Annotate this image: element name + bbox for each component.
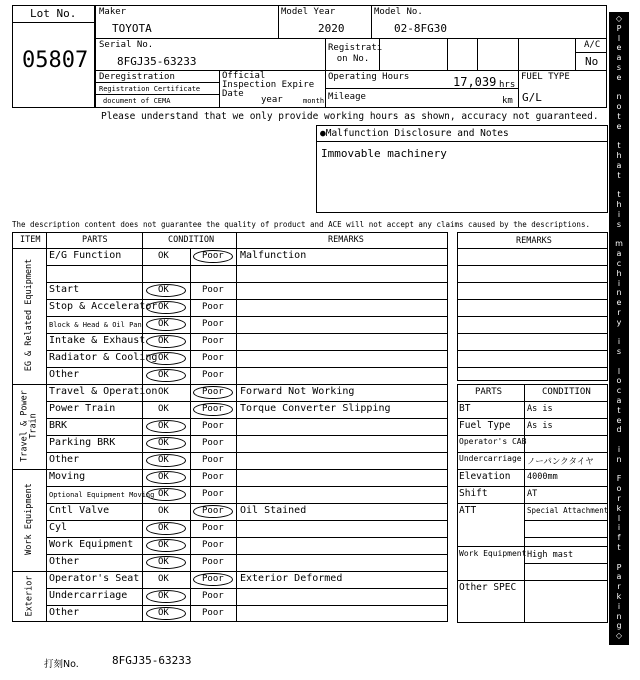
parts-row-condition: 4000mm xyxy=(527,472,558,482)
sidebar-text xyxy=(609,12,629,641)
stamp-label: 打刻No. xyxy=(44,659,79,670)
sidebar-char: d xyxy=(616,425,622,435)
sidebar-char: P xyxy=(616,562,622,572)
right-remarks-row xyxy=(457,265,608,266)
condition-poor[interactable]: Poor xyxy=(202,404,224,414)
right-remarks-row xyxy=(457,350,608,351)
remark-text: Malfunction xyxy=(240,250,307,261)
parts-row-divider xyxy=(457,503,608,504)
sidebar-char xyxy=(609,230,629,240)
right-remarks-header: REMARKS xyxy=(516,236,552,246)
fuel-type-label: FUEL TYPE xyxy=(521,72,570,82)
sidebar-char: n xyxy=(616,92,622,102)
parts-row-condition: As is xyxy=(527,404,553,414)
condition-ok[interactable]: OK xyxy=(158,251,169,261)
part-name: Moving xyxy=(49,471,86,482)
sidebar-char xyxy=(609,181,629,191)
condition-poor[interactable]: Poor xyxy=(202,421,224,431)
selected-poor-circle xyxy=(193,386,233,399)
parts-row-divider xyxy=(457,401,608,402)
parts-row-divider xyxy=(457,435,608,436)
sidebar-char: k xyxy=(616,503,622,513)
condition-ok[interactable]: OK xyxy=(158,557,169,567)
parts-row-label: Elevation xyxy=(459,471,511,482)
condition-ok[interactable]: OK xyxy=(158,608,169,618)
parts-row-divider xyxy=(457,452,608,453)
part-name: Optional Equipment Moving xyxy=(49,491,155,499)
model-no-label: Model No. xyxy=(374,7,423,17)
table-row xyxy=(46,265,448,282)
lot-number: 05807 xyxy=(22,48,89,73)
sidebar-char: t xyxy=(617,405,621,415)
sidebar-char: ◇ xyxy=(615,631,623,641)
group-label: Exterior xyxy=(24,575,34,616)
selected-ok-circle xyxy=(146,454,186,467)
parts-row-label: Operator's CAB xyxy=(459,437,527,446)
sidebar-char: i xyxy=(617,278,621,288)
parts-row-divider xyxy=(457,418,608,419)
sidebar-char xyxy=(609,328,629,338)
sidebar-char: o xyxy=(616,102,622,112)
sidebar-char: ◇ xyxy=(615,14,623,23)
parts-row-divider xyxy=(457,486,608,487)
header-remarks: REMARKS xyxy=(328,235,364,245)
sidebar-char: n xyxy=(616,454,622,464)
maker-label: Maker xyxy=(99,7,127,17)
right-remarks-row xyxy=(457,333,608,334)
table-row xyxy=(46,605,448,622)
parts-row-label: Other SPEC xyxy=(459,582,517,593)
sidebar-char: i xyxy=(617,445,621,455)
selected-ok-circle xyxy=(146,590,186,603)
selected-ok-circle xyxy=(146,420,186,433)
part-name: Operator's Seat xyxy=(49,573,140,584)
registration-label: Registrati on No. xyxy=(328,43,383,64)
sidebar-char: e xyxy=(616,72,622,82)
selected-poor-circle xyxy=(193,403,233,416)
sidebar-char: y xyxy=(616,317,622,327)
condition-ok[interactable]: OK xyxy=(158,302,169,312)
sidebar-char: i xyxy=(617,337,621,347)
sidebar-char xyxy=(609,357,629,367)
sidebar-char: f xyxy=(617,533,621,543)
selected-ok-circle xyxy=(146,471,186,484)
sidebar-char: l xyxy=(617,366,621,376)
selected-ok-circle xyxy=(146,369,186,382)
location-sidebar xyxy=(609,12,629,645)
model-year-value: 2020 xyxy=(318,22,345,35)
part-name: Block & Head & Oil Pan xyxy=(49,321,142,329)
part-name: E/G Function xyxy=(49,250,122,261)
selected-ok-circle xyxy=(146,318,186,331)
table-row xyxy=(46,554,448,571)
part-name: Travel & Operation xyxy=(49,386,158,397)
sidebar-char: m xyxy=(615,239,623,249)
sidebar-char xyxy=(609,553,629,563)
sidebar-char: e xyxy=(616,121,622,131)
condition-ok[interactable]: OK xyxy=(158,285,169,295)
sidebar-char: r xyxy=(617,307,621,317)
condition-ok[interactable]: OK xyxy=(158,455,169,465)
condition-ok[interactable]: OK xyxy=(158,506,169,516)
right-remarks-row xyxy=(457,316,608,317)
condition-poor[interactable]: Poor xyxy=(202,557,224,567)
condition-poor[interactable]: Poor xyxy=(202,438,224,448)
operating-hours-label: Operating Hours xyxy=(328,72,410,82)
part-name: Cyl xyxy=(49,522,68,533)
sidebar-char xyxy=(609,435,629,445)
ac-value: No xyxy=(585,55,599,68)
condition-ok[interactable]: OK xyxy=(158,438,169,448)
sidebar-char: e xyxy=(616,415,622,425)
sidebar-char: t xyxy=(617,543,621,553)
selected-poor-circle xyxy=(193,573,233,586)
part-name: Other xyxy=(49,369,80,380)
condition-poor[interactable]: Poor xyxy=(202,370,224,380)
selected-ok-circle xyxy=(146,352,186,365)
parts-row-label: Undercarriage xyxy=(459,454,522,463)
selected-ok-circle xyxy=(146,522,186,535)
sidebar-char: g xyxy=(616,621,622,631)
att-subline xyxy=(524,537,608,538)
sidebar-char: r xyxy=(617,582,621,592)
part-name: Work Equipment xyxy=(49,539,134,550)
sidebar-char: n xyxy=(616,288,622,298)
parts-row-condition: ノーパンクタイヤ xyxy=(527,457,594,467)
selected-ok-circle xyxy=(146,335,186,348)
sidebar-char: r xyxy=(617,494,621,504)
condition-poor[interactable]: Poor xyxy=(202,251,224,261)
condition-poor[interactable]: Poor xyxy=(202,387,224,397)
condition-poor[interactable]: Poor xyxy=(202,455,224,465)
right-remarks-row xyxy=(457,367,608,368)
serial-no-label: Serial No. xyxy=(99,40,154,50)
parts-row-condition: AT xyxy=(527,489,538,499)
parts-row-condition: As is xyxy=(527,421,553,431)
condition-poor[interactable]: Poor xyxy=(202,319,224,329)
remark-text: Exterior Deformed xyxy=(240,573,343,584)
part-name: Power Train xyxy=(49,403,116,414)
sidebar-char: o xyxy=(616,376,622,386)
parts-row-label: BT xyxy=(459,403,471,414)
sidebar-char: s xyxy=(616,62,622,72)
sidebar-char: t xyxy=(617,111,621,121)
part-name: Cntl Valve xyxy=(49,505,110,516)
condition-ok[interactable]: OK xyxy=(158,574,169,584)
sidebar-char: i xyxy=(617,601,621,611)
mileage-label: Mileage xyxy=(328,92,366,102)
condition-ok[interactable]: OK xyxy=(158,336,169,346)
condition-ok[interactable]: OK xyxy=(158,489,169,499)
sidebar-char: n xyxy=(616,611,622,621)
header-condition: CONDITION xyxy=(168,235,215,245)
maker-value: TOYOTA xyxy=(112,22,152,35)
sidebar-char: l xyxy=(617,513,621,523)
inspection-label: Official Inspection Expire Date xyxy=(222,71,315,99)
km-label: km xyxy=(502,96,513,106)
deregistration-label: Deregistration xyxy=(99,72,175,82)
stamp-value: 8FGJ35-63233 xyxy=(112,654,192,667)
condition-ok[interactable]: OK xyxy=(158,472,169,482)
condition-ok[interactable]: OK xyxy=(158,404,169,414)
selected-ok-circle xyxy=(146,301,186,314)
right-remarks-row xyxy=(457,248,608,249)
condition-poor[interactable]: Poor xyxy=(202,523,224,533)
operating-hours-value: 17,039 xyxy=(453,75,497,89)
condition-ok[interactable]: OK xyxy=(158,370,169,380)
selected-ok-circle xyxy=(146,539,186,552)
part-name: BRK xyxy=(49,420,68,431)
group-label: EG & Related Equipment xyxy=(24,258,34,372)
header-parts: PARTS xyxy=(82,235,108,245)
sidebar-char xyxy=(609,465,629,475)
right-remarks-row xyxy=(457,299,608,300)
condition-ok[interactable]: OK xyxy=(158,319,169,329)
condition-ok[interactable]: OK xyxy=(158,387,169,397)
ac-label: A/C xyxy=(584,40,601,50)
condition-poor[interactable]: Poor xyxy=(202,608,224,618)
disclaimer: The description content does not guarantee the quality of product and ACE will not accept any claims caused by the descriptions. xyxy=(12,220,590,229)
sidebar-char: o xyxy=(616,484,622,494)
sidebar-char: e xyxy=(616,298,622,308)
table-row xyxy=(46,469,448,486)
sidebar-char: s xyxy=(616,347,622,357)
right-remarks-row xyxy=(457,282,608,283)
registration-certificate-label: Registration Certificate xyxy=(99,85,201,93)
condition-poor[interactable]: Poor xyxy=(202,353,224,363)
table-row xyxy=(46,367,448,384)
remark-text: Forward Not Working xyxy=(240,386,355,397)
selected-poor-circle xyxy=(193,505,233,518)
condition-poor[interactable]: Poor xyxy=(202,506,224,516)
group-label: Travel & Power Train xyxy=(19,389,38,462)
condition-poor[interactable]: Poor xyxy=(202,540,224,550)
table-row xyxy=(46,418,448,435)
selected-ok-circle xyxy=(146,556,186,569)
parts-row-condition: High mast xyxy=(527,550,574,560)
malfunction-title: ●Malfunction Disclosure and Notes xyxy=(320,128,509,139)
selected-ok-circle xyxy=(146,488,186,501)
fuel-type-value: G/L xyxy=(522,91,542,104)
serial-no-value: 8FGJ35-63233 xyxy=(117,55,197,68)
part-name: Other xyxy=(49,556,80,567)
remark-text: Torque Converter Slipping xyxy=(240,403,391,414)
sidebar-char xyxy=(609,83,629,93)
condition-header: CONDITION xyxy=(542,387,591,397)
cema-document-label: document of CEMA xyxy=(103,97,171,105)
condition-poor[interactable]: Poor xyxy=(202,489,224,499)
part-name: Intake & Exhaust xyxy=(49,335,146,346)
table-row xyxy=(46,282,448,299)
condition-ok[interactable]: OK xyxy=(158,421,169,431)
parts-header: PARTS xyxy=(475,387,503,397)
selected-ok-circle xyxy=(146,437,186,450)
condition-ok[interactable]: OK xyxy=(158,523,169,533)
sidebar-char: a xyxy=(616,160,622,170)
sidebar-char: h xyxy=(616,151,622,161)
parts-row-label: Shift xyxy=(459,488,488,499)
condition-poor[interactable]: Poor xyxy=(202,285,224,295)
sidebar-char: t xyxy=(617,170,621,180)
lot-no-label: Lot No. xyxy=(30,7,77,20)
sidebar-char: e xyxy=(616,43,622,53)
sidebar-char: l xyxy=(617,33,621,43)
sidebar-char: a xyxy=(616,396,622,406)
condition-ok[interactable]: OK xyxy=(158,591,169,601)
part-name: Start xyxy=(49,284,80,295)
sidebar-char: k xyxy=(616,592,622,602)
parts-row-divider xyxy=(457,580,608,581)
sidebar-char: i xyxy=(617,209,621,219)
group-label: Work Equipment xyxy=(24,483,34,555)
sidebar-char xyxy=(609,132,629,142)
hours-notice: Please understand that we only provide working hours as shown, accuracy not guaranteed. xyxy=(101,111,599,122)
condition-ok[interactable]: OK xyxy=(158,540,169,550)
remark-text: Oil Stained xyxy=(240,505,307,516)
right-remarks-frame xyxy=(457,232,608,381)
parts-row-label: Fuel Type xyxy=(459,420,511,431)
sidebar-char: h xyxy=(616,200,622,210)
work-subline xyxy=(524,563,608,564)
selected-poor-circle xyxy=(193,250,233,263)
condition-poor[interactable]: Poor xyxy=(202,336,224,346)
sidebar-char: a xyxy=(616,249,622,259)
part-name: Other xyxy=(49,607,80,618)
part-name: Other xyxy=(49,454,80,465)
part-name: Stop & Accelerator xyxy=(49,301,158,312)
condition-ok[interactable]: OK xyxy=(158,353,169,363)
model-year-label: Model Year xyxy=(281,7,336,17)
sidebar-char: a xyxy=(616,53,622,63)
part-name: Radiator & Cooling xyxy=(49,352,158,363)
condition-poor[interactable]: Poor xyxy=(202,591,224,601)
sidebar-char: h xyxy=(616,268,622,278)
table-row xyxy=(46,452,448,469)
condition-poor[interactable]: Poor xyxy=(202,574,224,584)
sidebar-char: a xyxy=(616,572,622,582)
condition-poor[interactable]: Poor xyxy=(202,472,224,482)
sidebar-char: P xyxy=(616,23,622,33)
sidebar-char: c xyxy=(616,386,622,396)
part-name: Parking BRK xyxy=(49,437,116,448)
sidebar-char: c xyxy=(616,258,622,268)
att-subline xyxy=(524,520,608,521)
parts-row-divider xyxy=(457,469,608,470)
table-row xyxy=(46,520,448,537)
hrs-label: hrs xyxy=(499,80,516,90)
month-label: month xyxy=(303,97,325,105)
year-label: year xyxy=(261,95,283,105)
selected-ok-circle xyxy=(146,607,186,620)
sidebar-char: t xyxy=(617,141,621,151)
sidebar-char: t xyxy=(617,190,621,200)
malfunction-text: Immovable machinery xyxy=(321,147,447,160)
sidebar-char: s xyxy=(616,219,622,229)
parts-row-condition: Special Attachment xyxy=(527,506,609,515)
parts-row-label: Work Equipment xyxy=(459,549,527,558)
parts-row-divider xyxy=(457,546,608,547)
parts-row-label: ATT xyxy=(459,505,477,516)
sidebar-char: F xyxy=(616,474,622,484)
selected-ok-circle xyxy=(146,284,186,297)
part-name: Undercarriage xyxy=(49,590,128,601)
sidebar-char: i xyxy=(617,523,621,533)
model-no-value: 02-8FG30 xyxy=(394,22,447,35)
header-item: ITEM xyxy=(20,235,41,245)
condition-poor[interactable]: Poor xyxy=(202,302,224,312)
